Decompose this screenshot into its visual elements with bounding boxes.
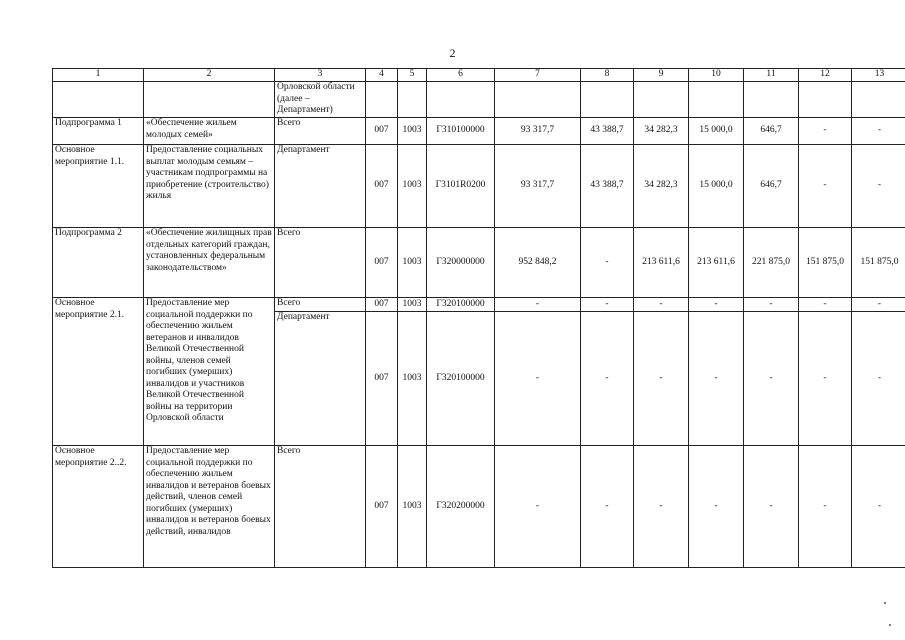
cell-value — [852, 82, 905, 118]
cell-status — [53, 82, 144, 118]
cell-rzpr — [398, 82, 427, 118]
column-number: 9 — [634, 69, 689, 82]
cell-rzpr: 1003 — [398, 145, 427, 228]
cell-value: - — [799, 298, 852, 312]
table-row — [53, 446, 905, 568]
cell-value: - — [799, 446, 852, 568]
scan-speck — [884, 602, 886, 604]
cell-csr: Г320100000 — [427, 312, 495, 446]
cell-status: Подпрограмма 1 — [53, 118, 144, 145]
cell-value: - — [852, 312, 905, 446]
cell-executor: Всего — [275, 228, 366, 298]
cell-value — [581, 82, 634, 118]
cell-title: Предоставление мер социальной поддержки по обеспечению жильем инвалидов и ветеранов боевых действий, членов семей погибших (умерших) инвалидов и ветеранов боевых действий, инвалидов — [144, 446, 275, 568]
column-number: 10 — [689, 69, 744, 82]
cell-value: - — [689, 298, 744, 312]
cell-value: 646,7 — [744, 118, 799, 145]
page-number: 2 — [449, 46, 456, 60]
table-row — [53, 145, 905, 228]
budget-table — [52, 68, 905, 568]
column-number-row — [53, 69, 905, 82]
column-number: 5 — [398, 69, 427, 82]
column-number: 11 — [744, 69, 799, 82]
cell-status: Основное мероприятие 2..2. — [53, 446, 144, 568]
cell-value: - — [581, 312, 634, 446]
cell-value: - — [852, 446, 905, 568]
cell-total: - — [495, 446, 581, 568]
cell-value: - — [852, 118, 905, 145]
cell-value: - — [581, 228, 634, 298]
cell-value: 221 875,0 — [744, 228, 799, 298]
cell-value: - — [799, 145, 852, 228]
cell-value: 15 000,0 — [689, 145, 744, 228]
cell-value: 213 611,6 — [634, 228, 689, 298]
cell-value: - — [689, 446, 744, 568]
cell-title: «Обеспечение жилищных прав отдельных категорий граждан, установленных федеральным законодательством» — [144, 228, 275, 298]
cell-value: - — [852, 298, 905, 312]
column-number: 1 — [53, 69, 144, 82]
cell-csr — [427, 82, 495, 118]
cell-value: - — [689, 312, 744, 446]
cell-rzpr: 1003 — [398, 118, 427, 145]
cell-total — [495, 82, 581, 118]
cell-total: 93 317,7 — [495, 145, 581, 228]
cell-csr: Г320100000 — [427, 298, 495, 312]
cell-grbs — [366, 82, 398, 118]
cell-csr: Г310100000 — [427, 118, 495, 145]
cell-grbs: 007 — [366, 118, 398, 145]
cell-value: 34 282,3 — [634, 118, 689, 145]
cell-status: Подпрограмма 2 — [53, 228, 144, 298]
cell-grbs: 007 — [366, 228, 398, 298]
cell-value: 43 388,7 — [581, 118, 634, 145]
cell-csr: Г3101R0200 — [427, 145, 495, 228]
cell-executor: Департамент — [275, 312, 366, 446]
cell-csr: Г320200000 — [427, 446, 495, 568]
cell-total: 952 848,2 — [495, 228, 581, 298]
cell-csr: Г320000000 — [427, 228, 495, 298]
cell-grbs: 007 — [366, 145, 398, 228]
cell-rzpr: 1003 — [398, 446, 427, 568]
cell-value: - — [581, 298, 634, 312]
cell-value — [634, 82, 689, 118]
cell-value: 15 000,0 — [689, 118, 744, 145]
cell-rzpr: 1003 — [398, 312, 427, 446]
cell-value: 34 282,3 — [634, 145, 689, 228]
cell-value: - — [852, 145, 905, 228]
column-number: 8 — [581, 69, 634, 82]
cell-value: - — [744, 298, 799, 312]
column-number: 4 — [366, 69, 398, 82]
cell-executor: Всего — [275, 118, 366, 145]
cell-title: Предоставление социальных выплат молодым семьям – участникам подпрограммы на приобретение (строительство) жилья — [144, 145, 275, 228]
table-row — [53, 228, 905, 298]
cell-value: 646,7 — [744, 145, 799, 228]
cell-value: - — [744, 446, 799, 568]
cell-executor: Департамент — [275, 145, 366, 228]
cell-executor: Всего — [275, 446, 366, 568]
cell-rzpr: 1003 — [398, 228, 427, 298]
cell-value: - — [634, 298, 689, 312]
cell-grbs: 007 — [366, 446, 398, 568]
cell-grbs: 007 — [366, 298, 398, 312]
cell-total: - — [495, 312, 581, 446]
cell-grbs: 007 — [366, 312, 398, 446]
scan-speck — [889, 624, 891, 626]
cell-value: - — [744, 312, 799, 446]
column-number: 7 — [495, 69, 581, 82]
cell-value: 151 875,0 — [799, 228, 852, 298]
cell-value — [689, 82, 744, 118]
column-number: 13 — [852, 69, 905, 82]
column-number: 12 — [799, 69, 852, 82]
cell-value: - — [799, 312, 852, 446]
cell-total: 93 317,7 — [495, 118, 581, 145]
cell-value: - — [634, 312, 689, 446]
column-number: 3 — [275, 69, 366, 82]
cell-value: - — [581, 446, 634, 568]
table-row — [53, 82, 905, 118]
cell-status: Основное мероприятие 2.1. — [53, 298, 144, 446]
column-number: 2 — [144, 69, 275, 82]
cell-title: Предоставление мер социальной поддержки по обеспечению жильем ветеранов и инвалидов Великой Отечественной войны, членов семей погибших (умерших) инвалидов и участников Великой Отечественной войны на территории Орловской области — [144, 298, 275, 446]
cell-executor: Орловской области (далее – Департамент) — [275, 82, 366, 118]
cell-title — [144, 82, 275, 118]
cell-value — [744, 82, 799, 118]
cell-value: 43 388,7 — [581, 145, 634, 228]
cell-title: «Обеспечение жильем молодых семей» — [144, 118, 275, 145]
cell-value — [799, 82, 852, 118]
cell-value: 151 875,0 — [852, 228, 905, 298]
table-row — [53, 118, 905, 145]
cell-value: - — [799, 118, 852, 145]
table-row — [53, 298, 905, 312]
cell-total: - — [495, 298, 581, 312]
cell-value: - — [634, 446, 689, 568]
cell-rzpr: 1003 — [398, 298, 427, 312]
cell-value: 213 611,6 — [689, 228, 744, 298]
cell-status: Основное мероприятие 1.1. — [53, 145, 144, 228]
cell-executor: Всего — [275, 298, 366, 312]
column-number: 6 — [427, 69, 495, 82]
